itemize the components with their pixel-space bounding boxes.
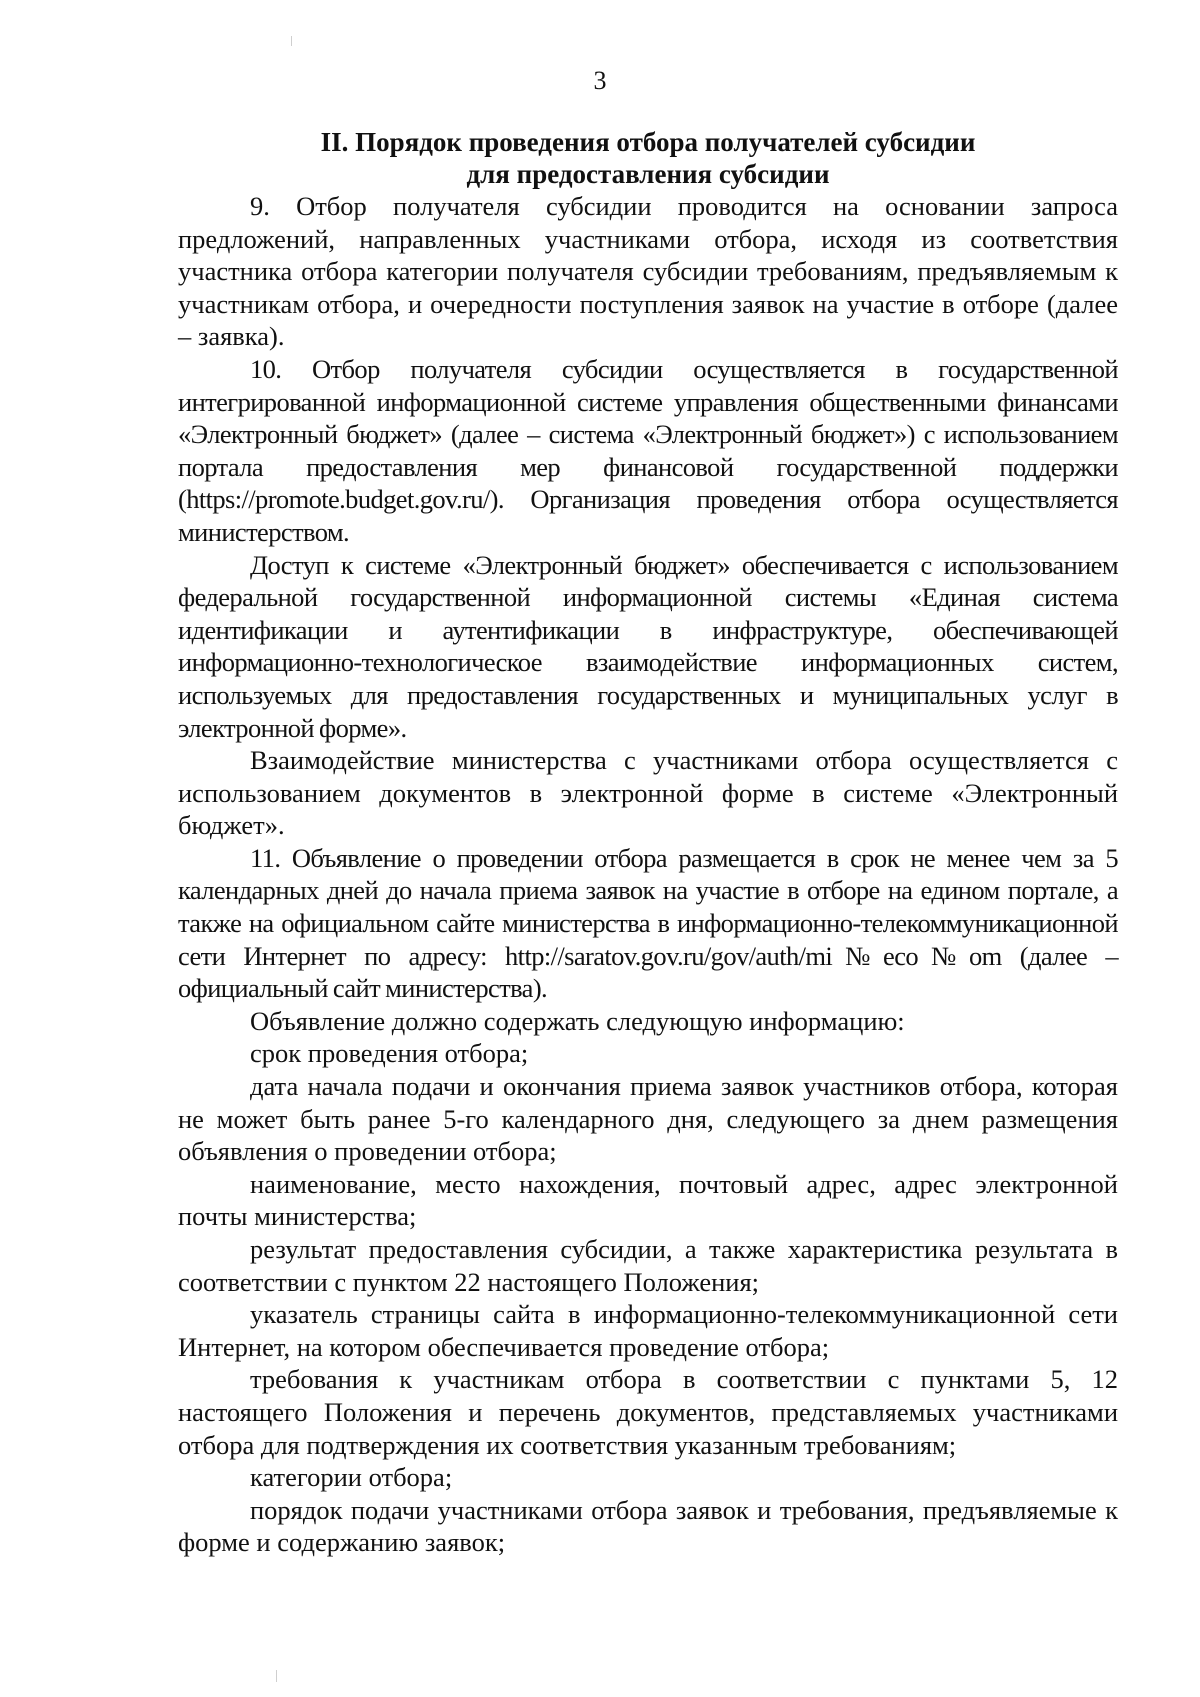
section-title-line-2: для предоставления субсидии bbox=[466, 159, 830, 189]
section-title-line-1: II. Порядок проведения отбора получателей субсидии bbox=[320, 127, 976, 157]
page-number: 3 bbox=[593, 66, 607, 95]
section-title bbox=[178, 126, 1118, 190]
paragraph-11: 11. Объявление о проведении отбора размещается в срок не менее чем за 5 календарных дней до начала приема заявок на участие в отборе на едином портале, а также на официальном сайте министерства в информационно-телекоммуникационной сети Интернет по адресу: http://saratov.gov.ru/gov/auth/mi№eco№om (далее – официальный сайт министерства). bbox=[178, 842, 1118, 1004]
scan-mark-top bbox=[291, 36, 292, 46]
list-item-site-pointer: указатель страницы сайта в информационно-телекоммуникационной сети Интернет, на котором обеспечивается проведение отбора; bbox=[178, 1299, 1118, 1362]
list-item-subsidy-result: результат предоставления субсидии, а также характеристика результата в соответствии с пунктом 22 настоящего Положения; bbox=[178, 1234, 1118, 1297]
list-item-selection-period: срок проведения отбора; bbox=[250, 1038, 529, 1069]
list-item-ministry-contacts: наименование, место нахождения, почтовый адрес, адрес электронной почты министерства; bbox=[178, 1168, 1118, 1232]
paragraph-interaction: Взаимодействие министерства с участниками отбора осуществляется с использованием документов в электронной форме в системе «Электронный бюджет». bbox=[178, 745, 1118, 841]
list-item-selection-categories: категории отбора; bbox=[250, 1462, 453, 1493]
paragraph-10: 10. Отбор получателя субсидии осуществляется в государственной интегрированной информационной системе управления общественными финансами «Электронный бюджет» (далее – система «Электронный бюджет») с использованием портала предоставления мер финансовой государственной поддержки (https://promote.budget.gov.ru/). Организация проведения отбора осуществляется министерством. bbox=[178, 353, 1118, 547]
list-item-participant-requirements: требования к участникам отбора в соответствии с пунктами 5, 12 настоящего Положения и перечень документов, представляемых участниками отбора для подтверждения их соответствия указанным требованиям; bbox=[178, 1364, 1118, 1460]
list-item-application-dates: дата начала подачи и окончания приема заявок участников отбора, которая не может быть ранее 5-го календарного дня, следующего за днем размещения объявления о проведении отбора; bbox=[178, 1071, 1118, 1167]
document-body bbox=[178, 190, 1118, 1559]
paragraph-announcement-intro: Объявление должно содержать следующую информацию: bbox=[250, 1005, 905, 1036]
paragraph-access: Доступ к системе «Электронный бюджет» обеспечивается с использованием федеральной государственной информационной системы «Единая система идентификации и аутентификации в инфраструктуре, обеспечивающей информационно-технологическое взаимодействие информационных систем, используемых для предоставления государственных и муниципальных услуг в электронной форме». bbox=[178, 549, 1118, 743]
scan-mark-bottom bbox=[276, 1670, 277, 1682]
paragraph-9: 9. Отбор получателя субсидии проводится на основании запроса предложений, направленных участниками отбора, исходя из соответствия участника отбора категории получателя субсидии требованиям, предъявляемым к участникам отбора, и очередности поступления заявок на участие в отборе (далее – заявка). bbox=[178, 191, 1118, 352]
list-item-application-procedure: порядок подачи участниками отбора заявок и требования, предъявляемые к форме и содержанию заявок; bbox=[178, 1494, 1118, 1558]
